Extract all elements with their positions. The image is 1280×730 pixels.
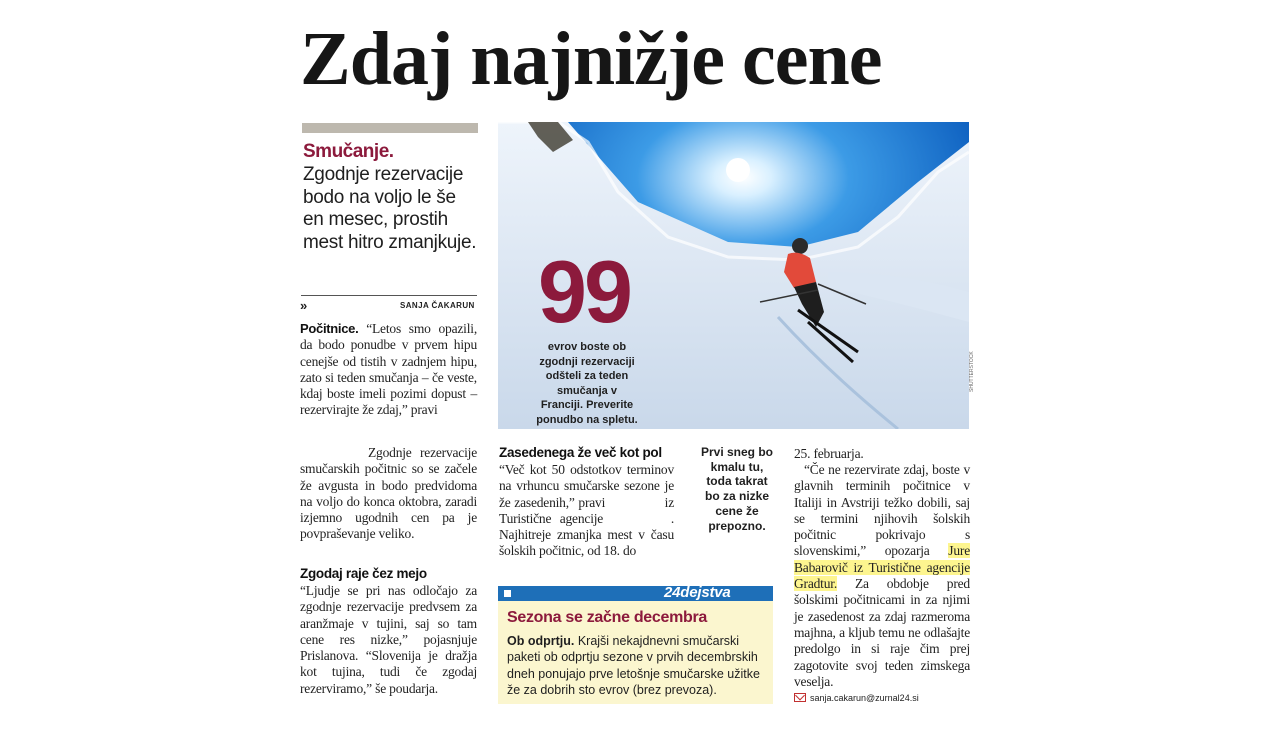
big-number: 99 — [538, 242, 630, 341]
byline: SANJA ČAKARUN — [400, 301, 475, 310]
col3-text-b: Za obdobje pred šolskimi počitnicami in za njimi je zasedenost za zdaj razmeroma majhna, a kljub temu ne odlašajte predolgo in si raje čim prej zagotovite svoj teden zimskega veselja. — [794, 576, 970, 689]
fact-box-title: Sezona se začne decembra — [507, 609, 708, 626]
sidebar-quote: Prvi sneg bo kmalu tu, toda takrat bo za nizke cene že prepozno. — [700, 445, 774, 533]
fact-box-header — [498, 586, 773, 601]
lede: Zgodnje rezervacije bodo na voljo le še en mesec, prostih mest hitro zmanjkuje. — [303, 164, 477, 253]
highlighted-source: Jure Babarovič iz Turistične agencije Gradtur. — [794, 543, 970, 592]
col1-paragraph-3: “Ljudje se pri nas odločajo za zgodnje rezervacije predvsem za aranžmaje v tujini, saj so tam cene res nizke,” pojasnjuje Prislanova. “Slovenija je dražja kot tujina, tudi če zgodaj rezerviramo,” še poudarja. — [300, 583, 477, 696]
col2-text-a: “Več kot 50 odstotkov terminov na vrhuncu smučarske sezone je že zasedenih,” pravi — [499, 462, 674, 510]
fact-box-body: Krajši nekajdnevni smučarski paketi ob odprtju sezone v prvih decembrskih dneh ponujajo prve letošnje smučarske užitke že za dobrih sto evrov (brez prevoza). — [507, 634, 760, 697]
envelope-icon — [794, 693, 806, 702]
fact-box-brand: 24dejstva — [664, 584, 731, 601]
col3-paragraph-1: 25. februarja. — [794, 446, 864, 461]
photo-credit: SHUTTERSTOCK — [969, 351, 975, 392]
col1-p1-text: “Letos smo opazili, da bodo ponudbe v prvem hipu cenejše od tistih v zadnjem hipu, zato si teden smučanja – če veste, kdaj boste imeli pozimi dopust – rezervirajte že zdaj,” pravi — [300, 321, 477, 418]
fact-box-square-icon — [504, 590, 511, 597]
col2-text-b: iz Turistične agencije — [499, 494, 674, 526]
photo-caption: evrov boste ob zgodnji rezervaciji odšteli za teden smučanja v Franciji. Preverite ponudbo na spletu. — [536, 341, 638, 426]
col1-paragraph-2: Zgodnje rezervacije smučarskih počitnic so se začele že avgusta in bodo predvidoma na voljo do konca oktobra, zaradi izjemno ugodnih cen pa je povpraševanje veliko. — [300, 445, 477, 542]
headline: Zdaj najnižje cene — [300, 17, 882, 101]
fact-box-text — [507, 633, 769, 698]
col1-lead-word: Počitnice. — [300, 321, 359, 336]
fact-box-lead: Ob odprtju. — [507, 634, 575, 648]
col1-paragraph-1 — [300, 321, 477, 419]
col3-text-a: “Če ne rezervirate zdaj, boste v glavnih terminih počitnice v Italiji in Avstriji težko dobili, saj se termini njihovih šolskih počitnic pokrivajo s slovenskimi,” opozarja — [794, 462, 970, 559]
col2-paragraph — [499, 462, 674, 560]
col2-subhead: Zasedenega že več kot pol — [499, 445, 662, 460]
col2-text-c: . Najhitreje zmanjka mest v času šolskih počitnic, od 18. do — [499, 510, 674, 559]
email-text: sanja.cakarun@zurnal24.si — [810, 693, 919, 703]
kicker: Smučanje. — [303, 141, 394, 162]
col1-subhead: Zgodaj raje čez mejo — [300, 566, 427, 581]
kicker-bar — [302, 123, 478, 133]
byline-rule — [301, 295, 477, 296]
byline-marker: » — [300, 298, 308, 313]
author-email[interactable] — [794, 693, 919, 703]
col3-paragraph-2 — [794, 462, 970, 690]
